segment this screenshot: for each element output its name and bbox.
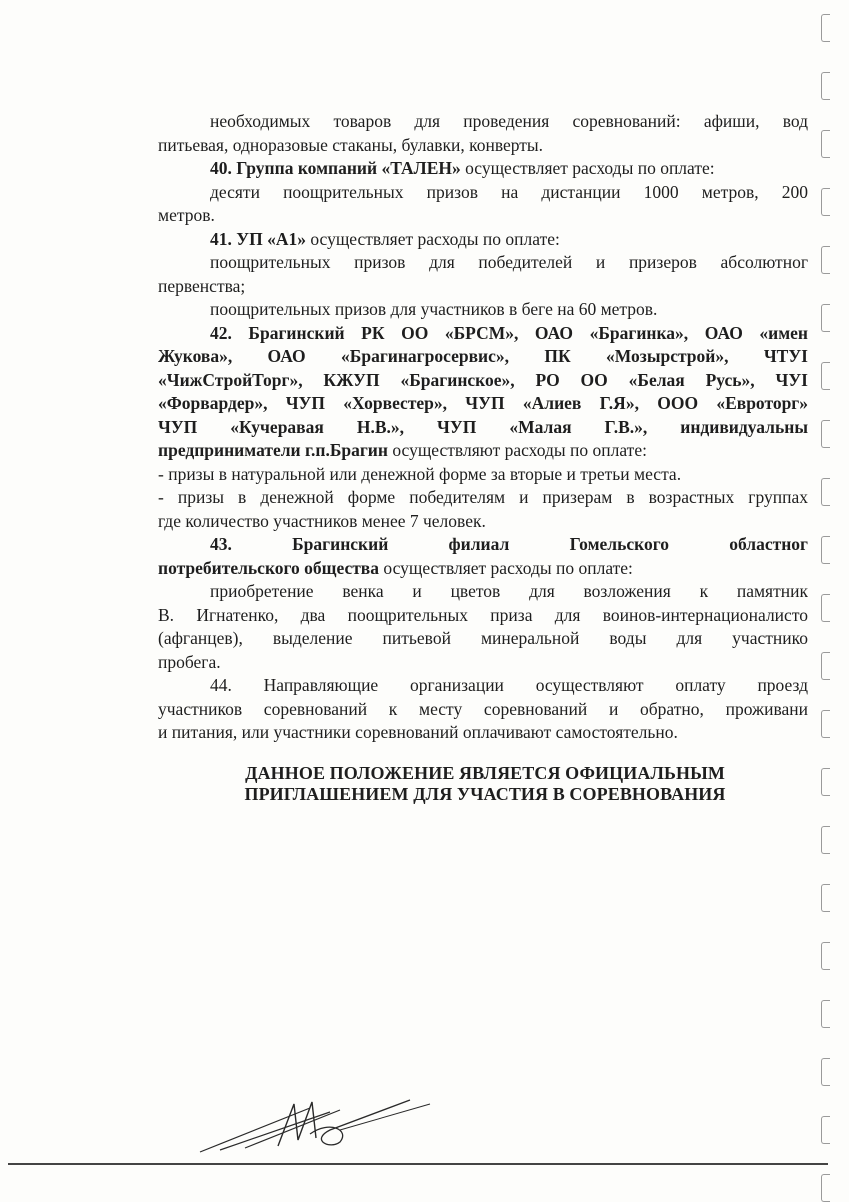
- plain-text: осуществляют расходы по оплате:: [387, 440, 647, 460]
- binding-ring: [821, 1174, 830, 1202]
- text-line: [158, 463, 808, 487]
- plain-text: метров.: [158, 205, 215, 225]
- text-line: [158, 228, 808, 252]
- text-line: [158, 721, 808, 745]
- text-line: [158, 627, 808, 651]
- bold-text: потребительского общества: [158, 557, 380, 578]
- binding-ring: [821, 594, 830, 622]
- bold-text: 41. УП «А1»: [210, 228, 306, 249]
- bold-text: предприниматели г.п.Брагин: [158, 440, 388, 460]
- plain-text: приобретение венка и цветов для возложения к памятник: [210, 581, 808, 601]
- bold-text: 42. Брагинский РК ОО «БРСМ», ОАО «Брагинка», ОАО «имен: [210, 322, 808, 343]
- bold-text: Жукова», ОАО «Брагинагросервис», ПК «Мозырстрой», ЧТУІ: [158, 346, 808, 366]
- bold-text: «Форвардер», ЧУП «Хорвестер», ЧУП «Алиев Г.Я», ООО «Евроторг»: [158, 393, 808, 413]
- notice-line-1: ДАННОЕ ПОЛОЖЕНИЕ ЯВЛЯЕТСЯ ОФИЦИАЛЬНЫМ: [245, 763, 725, 783]
- text-line: [158, 604, 808, 628]
- bold-text: 40. Группа компаний «ТАЛЕН»: [210, 158, 461, 178]
- binding-ring: [821, 536, 830, 564]
- plain-text: десяти поощрительных призов на дистанции 1000 метров, 200: [210, 181, 808, 202]
- bold-text: ЧУП «Кучеравая Н.В.», ЧУП «Малая Г.В.», индивидуальны: [158, 416, 808, 437]
- plain-text: (афганцев), выделение питьевой минеральной воды для участнико: [158, 628, 808, 648]
- text-line: [158, 322, 808, 346]
- text-line: [158, 369, 808, 393]
- text-line: [158, 486, 808, 510]
- text-line: [158, 345, 808, 369]
- binding-ring: [821, 826, 830, 854]
- text-line: [158, 181, 808, 205]
- signature-image: [190, 1090, 450, 1160]
- spiral-binding: [817, 0, 837, 1200]
- binding-ring: [821, 884, 830, 912]
- binding-ring: [821, 1058, 830, 1086]
- text-line: [158, 651, 808, 675]
- plain-text: поощрительных призов для победителей и призеров абсолютног: [210, 252, 808, 272]
- text-line: [158, 204, 808, 228]
- binding-ring: [821, 1116, 830, 1144]
- official-notice: [160, 763, 810, 805]
- bold-text: «ЧижСтройТорг», КЖУП «Брагинское», РО ОО «Белая Русь», ЧУІ: [158, 369, 808, 390]
- notice-line-2: ПРИГЛАШЕНИЕМ ДЛЯ УЧАСТИЯ В СОРЕВНОВАНИЯ: [244, 784, 726, 804]
- binding-ring: [821, 362, 830, 390]
- bold-text: 43. Брагинский филиал Гомельского областног: [210, 534, 808, 554]
- plain-text: пробега.: [158, 651, 221, 672]
- binding-ring: [821, 188, 830, 216]
- binding-ring: [821, 130, 830, 158]
- plain-text: осуществляет расходы по оплате:: [460, 158, 715, 178]
- text-line: [158, 275, 808, 299]
- plain-text: и питания, или участники соревнований оплачивают самостоятельно.: [158, 722, 678, 742]
- plain-text: поощрительных призов для участников в беге на 60 метров.: [210, 299, 658, 319]
- text-line: [158, 439, 808, 463]
- plain-text: В. Игнатенко, два поощрительных приза для воинов-интернационалисто: [158, 604, 808, 625]
- binding-ring: [821, 710, 830, 738]
- text-line: [158, 298, 808, 322]
- binding-ring: [821, 14, 830, 42]
- binding-ring: [821, 246, 830, 274]
- plain-text: питьевая, одноразовые стаканы, булавки, конверты.: [158, 134, 544, 155]
- plain-text: первенства;: [158, 275, 246, 296]
- plain-text: где количество участников менее 7 человек.: [158, 510, 486, 531]
- text-line: [158, 557, 808, 581]
- text-line: [158, 416, 808, 440]
- text-line: [158, 698, 808, 722]
- binding-ring: [821, 72, 830, 100]
- plain-text: необходимых товаров для проведения соревнований: афиши, вод: [210, 111, 808, 131]
- text-line: [158, 251, 808, 275]
- plain-text: осуществляет расходы по оплате:: [379, 557, 633, 578]
- binding-ring: [821, 652, 830, 680]
- text-line: [158, 157, 808, 181]
- binding-ring: [821, 942, 830, 970]
- plain-text: осуществляет расходы по оплате:: [305, 228, 560, 249]
- binding-ring: [821, 420, 830, 448]
- text-line: [158, 674, 808, 698]
- text-line: [158, 510, 808, 534]
- plain-text: - призы в денежной форме победителям и призерам в возрастных группах: [158, 487, 808, 507]
- binding-ring: [821, 478, 830, 506]
- text-line: [158, 110, 808, 134]
- footer-rule: [8, 1163, 828, 1165]
- plain-text: - призы в натуральной или денежной форме за вторые и третьи места.: [158, 463, 682, 484]
- text-line: [158, 134, 808, 158]
- body-text: [158, 110, 808, 745]
- text-line: [158, 392, 808, 416]
- text-line: [158, 533, 808, 557]
- binding-ring: [821, 768, 830, 796]
- text-line: [158, 580, 808, 604]
- binding-ring: [821, 304, 830, 332]
- binding-ring: [821, 1000, 830, 1028]
- plain-text: участников соревнований к месту соревнований и обратно, проживани: [158, 698, 808, 719]
- plain-text: 44. Направляющие организации осуществляют оплату проезд: [210, 675, 808, 695]
